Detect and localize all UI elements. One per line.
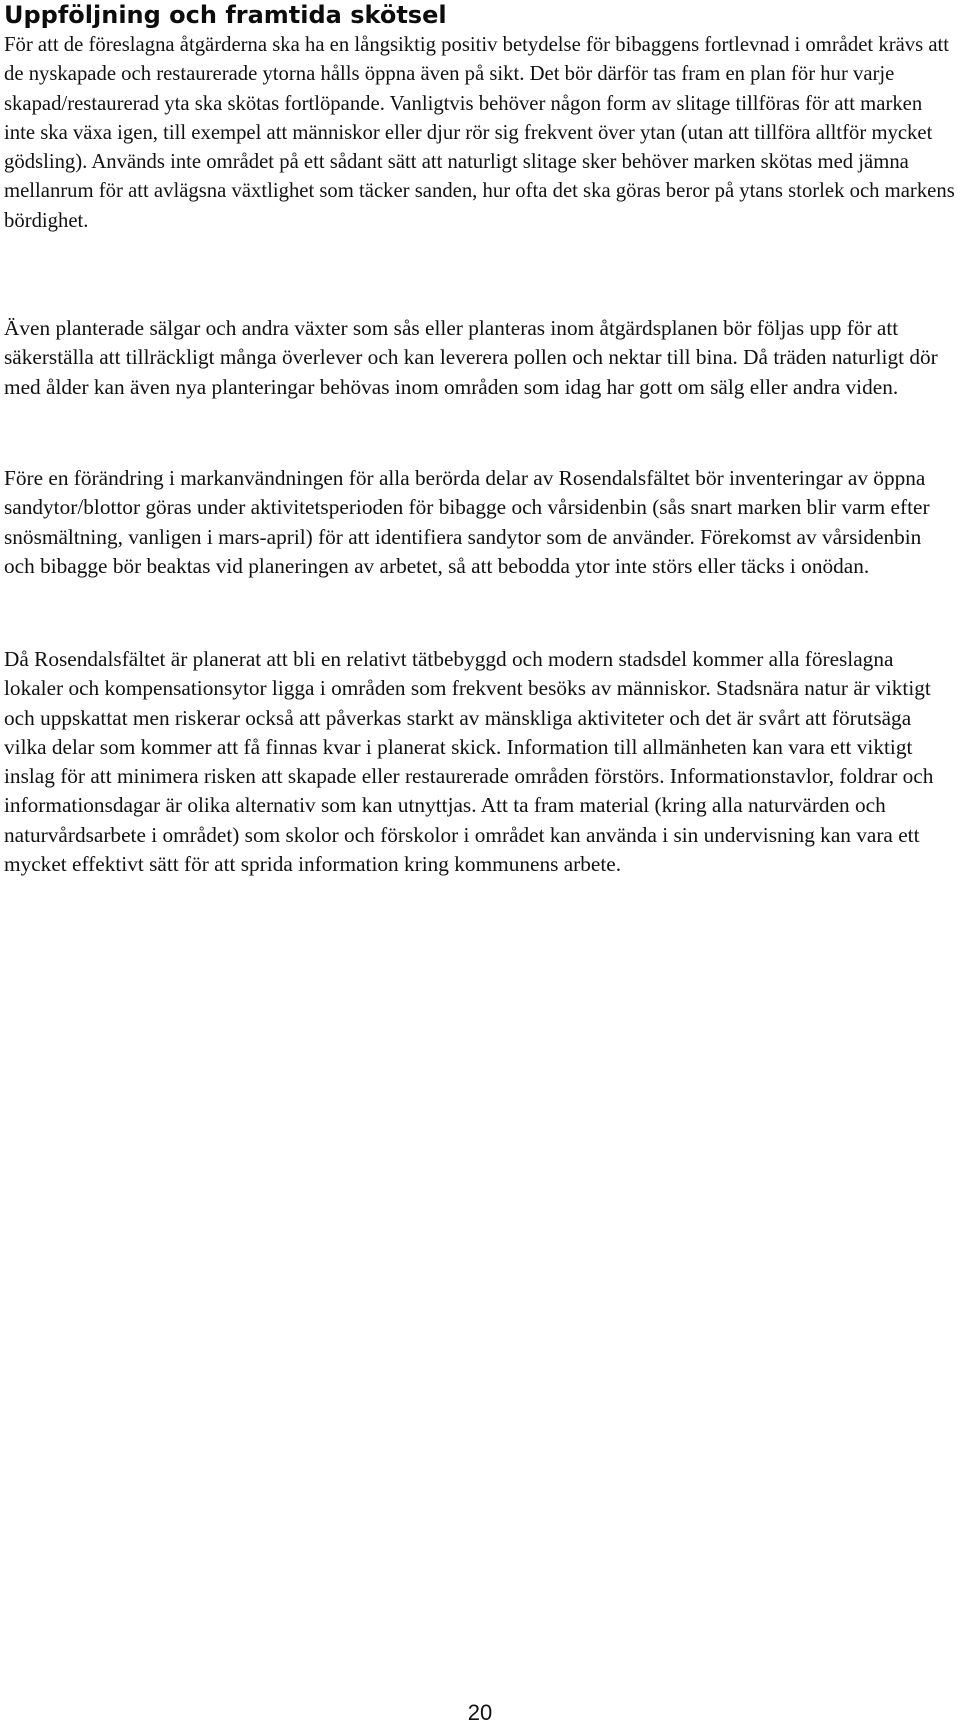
paragraph-plantings: Även planterade sälgar och andra växter som sås eller planteras inom åtgärdsplanen bör följas upp för att säkerställa att tillräckligt många överlever och kan leverera pollen och nektar till bina. Då träden naturligt dör med ålder kan även nya planteringar behövas inom områden som idag har gott om sälg eller andra viden. — [4, 316, 938, 399]
paragraph-maintenance: För att de föreslagna åtgärderna ska ha en långsiktig positiv betydelse för bibaggens fortlevnad i området krävs att de nyskapade och restaurerade ytorna hålls öppna även på sikt. Det bör därför tas fram en plan för hur varje skapad/restaurerad yta ska skötas fortlöpande. Vanligtvis behöver någon form av slitage tillföras för att marken inte ska växa igen, till exempel att människor eller djur rör sig frekvent över ytan (utan att tillföra alltför mycket gödsling). Används inte området på ett sådant sätt att naturligt slitage sker behöver marken skötas med jämna mellanrum för att avlägsna växtlighet som täcker sanden, hur ofta det ska göras beror på ytans storlek och markens bördighet. — [4, 34, 955, 232]
section-heading: Uppföljning och framtida skötsel — [4, 1, 447, 29]
page-number: 20 — [467, 1700, 493, 1725]
paragraph-inventory: Före en förändring i markanvändningen för alla berörda delar av Rosendalsfältet bör inventeringar av öppna sandytor/blottor göras under aktivitetsperioden för bibagge och vårsidenbin (sås snart marken blir varm efter snösmältning, vanligen i mars-april) för att identifiera sandytor som de använder. Förekomst av vårsidenbin och bibagge bör beaktas vid planeringen av arbetet, så att bebodda ytor inte störs eller täcks i onödan. — [4, 466, 930, 578]
paragraph-information: Då Rosendalsfältet är planerat att bli en relativt tätbebyggd och modern stadsdel kommer alla föreslagna lokaler och kompensationsytor ligga i områden som frekvent besöks av människor. Stadsnära natur är viktigt och uppskattat men riskerar också att påverkas starkt av mänskliga aktiviteter och det är svårt att förutsäga vilka delar som kommer att få finnas kvar i planerat skick. Information till allmänheten kan vara ett viktigt inslag för att minimera risken att skapade eller restaurerade områden förstörs. Informationstavlor, foldrar och informationsdagar är olika alternativ som kan utnyttjas. Att ta fram material (kring alla naturvärden och naturvårdsarbete i området) som skolor och förskolor i området kan använda i sin undervisning kan vara ett mycket effektivt sätt för att sprida information kring kommunens arbete. — [4, 647, 934, 877]
